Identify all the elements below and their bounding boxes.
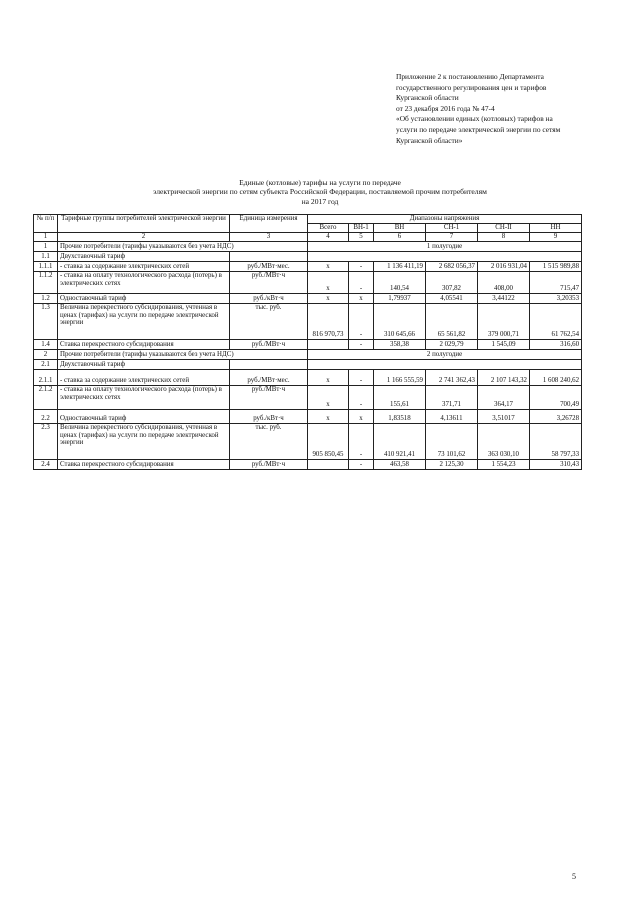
- cell-value: 410 921,41: [374, 424, 426, 460]
- cell-value: 1,83518: [374, 410, 426, 424]
- appendix-line: от 23 декабря 2016 года № 47-4: [396, 103, 495, 113]
- index-cell: 7: [426, 233, 478, 242]
- cell-value: -: [349, 386, 374, 410]
- cell-value: -: [349, 262, 374, 272]
- row-group: - ставка за содержание электрических сетей: [58, 262, 230, 272]
- cell-value: 310 645,66: [374, 304, 426, 340]
- cell-value: 371,71: [426, 386, 478, 410]
- period-label: 1 полугодие: [308, 242, 582, 252]
- row-num: 2.4: [34, 460, 58, 470]
- header-row: [34, 215, 582, 224]
- appendix-line: «Об установлении единых (котловых) тарифов на: [396, 114, 553, 124]
- cell-value: -: [349, 272, 374, 294]
- cell-value: 1 554,23: [478, 460, 530, 470]
- cell-value: 1 608 240,62: [530, 370, 582, 386]
- index-cell: 6: [374, 233, 426, 242]
- cell-value: 364,17: [478, 386, 530, 410]
- index-row: [34, 233, 582, 242]
- row-unit: руб./МВт·мес.: [230, 262, 308, 272]
- cell-value: 700,49: [530, 386, 582, 410]
- appendix-line: Приложение 2 к постановлению Департамента: [396, 72, 544, 81]
- header-col: Всего: [308, 224, 349, 233]
- row-num: 1: [34, 242, 58, 252]
- row-group: - ставка на оплату технологического расхода (потерь) в электрических сетях: [58, 386, 230, 410]
- index-cell: 5: [349, 233, 374, 242]
- cell-value: 1 545,09: [478, 340, 530, 350]
- row-group: Прочие потребители (тарифы указываются без учета НДС): [58, 242, 308, 252]
- row-unit: руб./МВт·ч: [230, 386, 308, 410]
- appendix-line: Курганской области»: [396, 135, 463, 145]
- cell-value: 4,13611: [426, 410, 478, 424]
- cell-value: х: [349, 410, 374, 424]
- cell-value: х: [308, 294, 349, 304]
- header-ranges: Диапазоны напряжения: [308, 215, 582, 224]
- row-num: 2.1: [34, 360, 58, 370]
- row-num: 2.3: [34, 424, 58, 460]
- cell-value: 2 682 056,37: [426, 262, 478, 272]
- cell-value: 73 101,62: [426, 424, 478, 460]
- row-unit: руб./МВт·ч: [230, 460, 308, 470]
- cell-value: 463,58: [374, 460, 426, 470]
- row-group: Одноставочный тариф: [58, 294, 230, 304]
- row-unit: руб./МВт·ч: [230, 340, 308, 350]
- cell-value: [308, 460, 349, 470]
- index-cell: 2: [58, 233, 230, 242]
- row-num: 2.2: [34, 410, 58, 424]
- cell-value: 379 000,71: [478, 304, 530, 340]
- header-col: СН-II: [478, 224, 530, 233]
- header-num: № п/п: [34, 215, 58, 233]
- row-num: 1.1: [34, 252, 58, 262]
- cell-value: 363 030,10: [478, 424, 530, 460]
- table-row: [34, 262, 582, 272]
- cell-value: 1,79937: [374, 294, 426, 304]
- row-group: Ставка перекрестного субсидирования: [58, 460, 230, 470]
- cell-value: [308, 340, 349, 350]
- cell-value: х: [308, 370, 349, 386]
- row-num: 2: [34, 350, 58, 360]
- title-line: электрической энергии по сетям субъекта Российской Федерации, поставляемой прочим потребителям: [153, 187, 487, 197]
- title-line: на 2017 год: [301, 196, 339, 206]
- row-num: 1.4: [34, 340, 58, 350]
- cell-value: 1 515 989,88: [530, 262, 582, 272]
- row-num: 1.1.2: [34, 272, 58, 294]
- row-num: 1.1.1: [34, 262, 58, 272]
- appendix-line: государственного регулирования цен и тарифов: [396, 82, 547, 92]
- cell-value: 408,00: [478, 272, 530, 294]
- table-row: [34, 424, 582, 460]
- cell-value: х: [308, 272, 349, 294]
- row-group: Величина перекрестного субсидирования, учтенная в ценах (тарифах) на услуги по передаче электрической энергии: [58, 304, 230, 340]
- row-num: 1.2: [34, 294, 58, 304]
- cell-value: 140,54: [374, 272, 426, 294]
- row-unit: тыс. руб.: [230, 424, 308, 460]
- cell-value: 2 029,79: [426, 340, 478, 350]
- cell-value: 155,61: [374, 386, 426, 410]
- table-row: [34, 410, 582, 424]
- cell-value: -: [349, 424, 374, 460]
- cell-value: 310,43: [530, 460, 582, 470]
- index-cell: 1: [34, 233, 58, 242]
- cell-value: 2 016 931,04: [478, 262, 530, 272]
- cell-value: х: [349, 294, 374, 304]
- cell-value: х: [308, 410, 349, 424]
- appendix-line: Курганской области: [396, 93, 459, 103]
- header-unit: Единица измерения: [230, 215, 308, 233]
- section-row: [34, 242, 582, 252]
- row-group: Величина перекрестного субсидирования, учтенная в ценах (тарифах) на услуги по передаче электрической энергии: [58, 424, 230, 460]
- document-title: [60, 178, 580, 206]
- section-row: [34, 350, 582, 360]
- row-num: 2.1.1: [34, 370, 58, 386]
- row-unit: руб./МВт·ч: [230, 272, 308, 294]
- cell-value: 3,26728: [530, 410, 582, 424]
- cell-value: х: [308, 262, 349, 272]
- index-cell: 8: [478, 233, 530, 242]
- cell-value: 3,51017: [478, 410, 530, 424]
- row-num: 2.1.2: [34, 386, 58, 410]
- cell-value: 58 797,33: [530, 424, 582, 460]
- cell-value: 65 561,82: [426, 304, 478, 340]
- page-number: 5: [572, 872, 576, 881]
- cell-value: 2 125,30: [426, 460, 478, 470]
- cell-value: -: [349, 460, 374, 470]
- row-unit: руб./кВт·ч: [230, 294, 308, 304]
- row-group: - ставка за содержание электрических сетей: [58, 370, 230, 386]
- table-row: [34, 370, 582, 386]
- header-col: СН-1: [426, 224, 478, 233]
- appendix-line: услуги по передаче электрической энергии по сетям: [396, 124, 561, 134]
- table-row: [34, 272, 582, 294]
- cell-value: х: [308, 386, 349, 410]
- cell-value: 715,47: [530, 272, 582, 294]
- row-group: Ставка перекрестного субсидирования: [58, 340, 230, 350]
- index-cell: 9: [530, 233, 582, 242]
- cell-value: 1 166 555,59: [374, 370, 426, 386]
- header-col: ВН-1: [349, 224, 374, 233]
- table-row: [34, 340, 582, 350]
- cell-value: 3,44122: [478, 294, 530, 304]
- row-unit: руб./кВт·ч: [230, 410, 308, 424]
- appendix-header: [396, 72, 606, 146]
- tariff-table: [33, 214, 582, 470]
- header-col: ВН: [374, 224, 426, 233]
- row-unit: тыс. руб.: [230, 304, 308, 340]
- cell-value: 316,60: [530, 340, 582, 350]
- cell-value: 3,20353: [530, 294, 582, 304]
- index-cell: 3: [230, 233, 308, 242]
- table-row: [34, 294, 582, 304]
- header-col: НН: [530, 224, 582, 233]
- cell-value: 61 762,54: [530, 304, 582, 340]
- table-row: [34, 252, 582, 262]
- cell-value: 905 850,45: [308, 424, 349, 460]
- table-row: [34, 360, 582, 370]
- table-row: [34, 304, 582, 340]
- cell-value: 816 970,73: [308, 304, 349, 340]
- header-groups: Тарифные группы потребителей электрической энергии: [58, 215, 230, 233]
- row-group: - ставка на оплату технологического расхода (потерь) в электрических сетях: [58, 272, 230, 294]
- cell-value: 1 136 411,19: [374, 262, 426, 272]
- row-unit: руб./МВт·мес.: [230, 370, 308, 386]
- index-cell: 4: [308, 233, 349, 242]
- title-line: Единые (котловые) тарифы на услуги по передаче: [239, 178, 401, 187]
- cell-value: 2 107 143,32: [478, 370, 530, 386]
- cell-value: -: [349, 370, 374, 386]
- row-group: Двухставочный тариф: [58, 360, 230, 370]
- cell-value: 4,05541: [426, 294, 478, 304]
- cell-value: 2 741 362,43: [426, 370, 478, 386]
- table-row: [34, 386, 582, 410]
- period-label: 2 полугодие: [308, 350, 582, 360]
- row-num: 1.3: [34, 304, 58, 340]
- cell-value: -: [349, 304, 374, 340]
- row-group: Прочие потребители (тарифы указываются без учета НДС): [58, 350, 308, 360]
- cell-value: 307,82: [426, 272, 478, 294]
- row-group: Одноставочный тариф: [58, 410, 230, 424]
- table-row: [34, 460, 582, 470]
- cell-value: -: [349, 340, 374, 350]
- cell-value: 358,38: [374, 340, 426, 350]
- row-group: Двухставочный тариф: [58, 252, 230, 262]
